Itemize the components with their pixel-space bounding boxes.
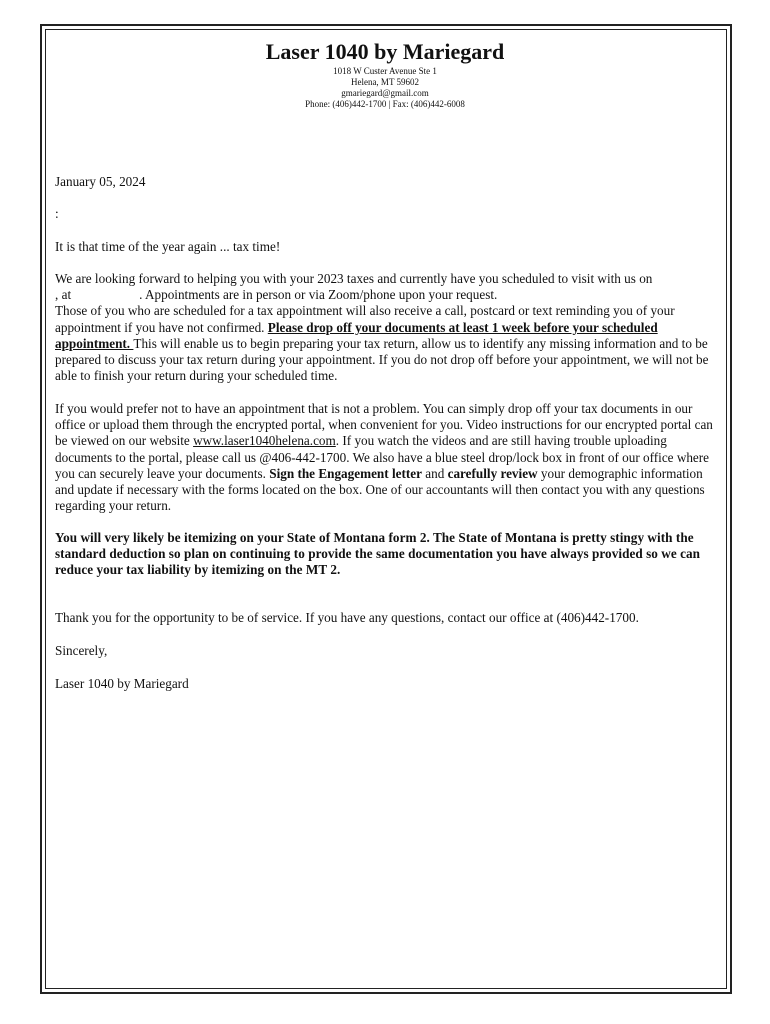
engagement-letter-text: Sign the Engagement letter <box>269 465 422 481</box>
reminder-text-1: Those of you who are scheduled for a tax appointment will also receive a call, postcard or text reminding you of your appointment if you have not confirmed. <box>55 303 675 335</box>
website-link[interactable]: www.laser1040helena.com <box>193 433 336 449</box>
drop-off-text-4: your demographic information and update if necessary with the forms located on the box. One of our accountants will then contact you with any questions regarding your return. <box>55 465 705 514</box>
at-text: , at <box>55 287 72 303</box>
carefully-review-text: carefully review <box>447 465 538 481</box>
appointment-line: We are looking forward to helping you with your 2023 taxes and currently have you scheduled to visit with us on <box>55 271 653 286</box>
phone-fax-line: Phone: (406)442-1700 | Fax: (406)442-6008 <box>305 99 465 109</box>
montana-itemizing-paragraph: You will very likely be itemizing on your State of Montana form 2. The State of Montana is pretty stingy with the standard deduction so plan on continuing to provide the same documentation you have always provided so we can reduce your tax liability by itemizing on the MT 2. <box>55 530 701 578</box>
drop-off-text-1: If you would prefer not to have an appointment that is not a problem. You can simply drop off your tax documents in our office or upload them through the encrypted portal, when convenient for you. Video instructions for our encrypted portal can be viewed on our website <box>55 401 713 449</box>
drop-off-text-3: and <box>421 465 448 481</box>
reminder-text <box>55 303 717 384</box>
appointment-paragraph <box>55 271 717 384</box>
intro-paragraph: It is that time of the year again ... tax time! <box>55 239 281 254</box>
appointment-time-line <box>55 287 717 303</box>
closing: Sincerely, <box>55 643 108 658</box>
company-name: Laser 1040 by Mariegard <box>265 39 505 64</box>
drop-off-notice: Please drop off your documents at least 1 week before your scheduled appointment. <box>55 319 658 351</box>
drop-off-paragraph <box>55 401 717 514</box>
letter-date: January 05, 2024 <box>55 174 146 189</box>
drop-off-text-2: . If you watch the videos and are still having trouble uploading documents to the portal, please call us @406-442-1700. We also have a blue steel drop/lock box in front of our office where you can securely leave your documents. <box>55 433 710 481</box>
appointment-options-text: . Appointments are in person or via Zoom/phone upon your request. <box>139 287 498 303</box>
address-line-2: Helena, MT 59602 <box>350 77 420 87</box>
signature: Laser 1040 by Mariegard <box>55 676 189 691</box>
salutation: : <box>55 206 59 221</box>
letterhead <box>0 38 770 110</box>
reminder-text-2: This will enable us to begin preparing your tax return, allow us to identify any missing information and to be prepared to discuss your tax return during your appointment. If you do not drop off before your appointment, we will not be able to finish your return during your scheduled time. <box>55 335 709 384</box>
thank-you-paragraph: Thank you for the opportunity to be of service. If you have any questions, contact our office at (406)442-1700. <box>55 610 639 625</box>
address-line-1: 1018 W Custer Avenue Ste 1 <box>333 66 437 76</box>
email-line: gmariegard@gmail.com <box>341 88 429 98</box>
